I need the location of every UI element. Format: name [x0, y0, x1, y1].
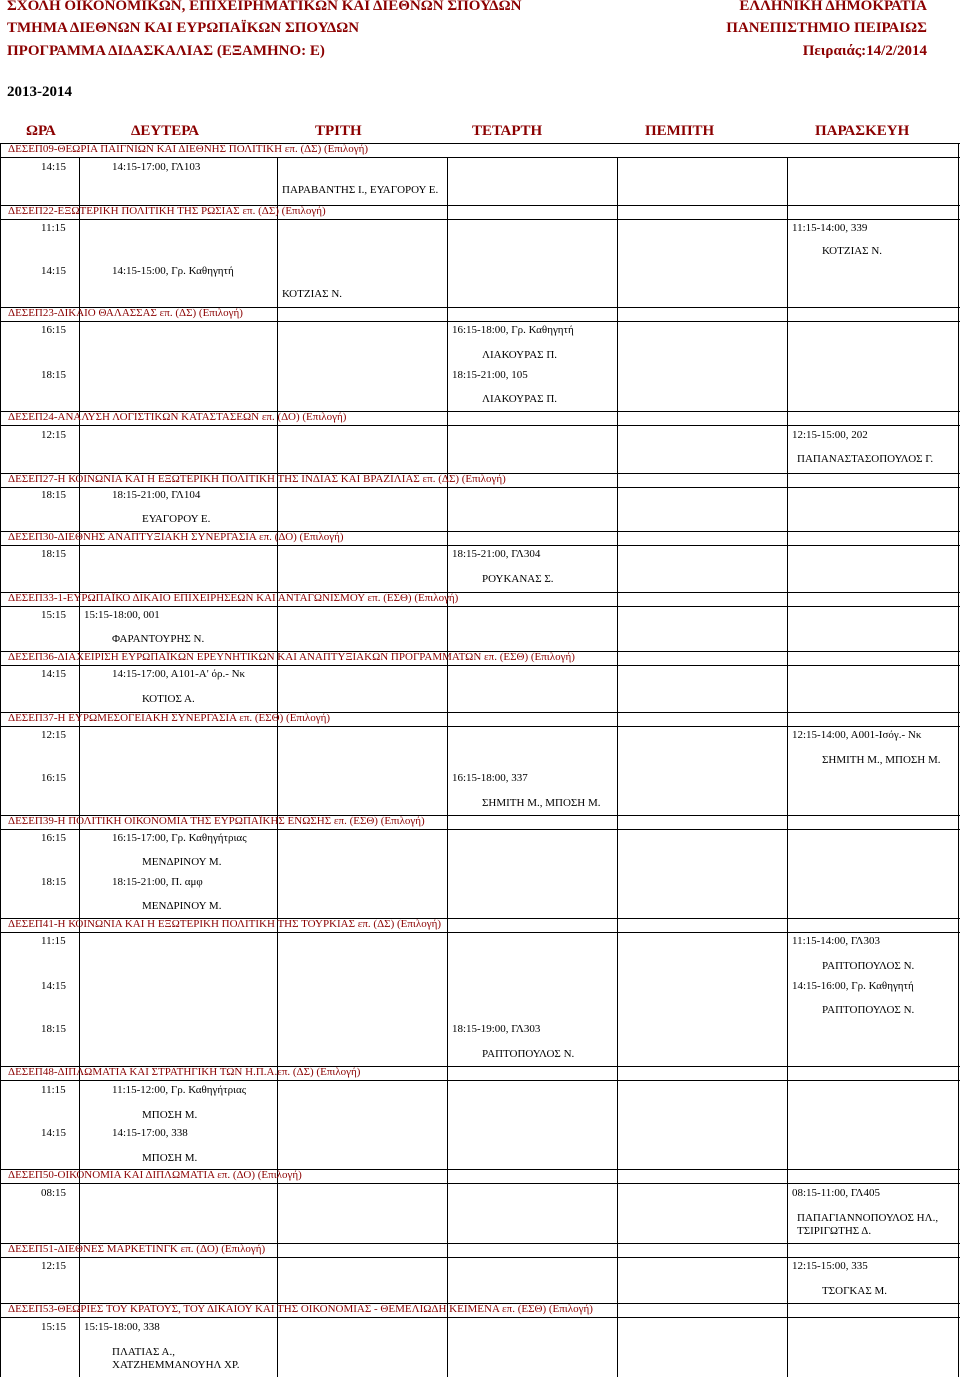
- course-title: ΔΕΣΕΠ33-1-ΕΥΡΩΠΑΪΚΟ ΔΙΚΑΙΟ ΕΠΙΧΕΙΡΗΣΕΩΝ ΚΑΙ ΑΝΤΑΓΩΝΙΣΜΟΥ επ. (ΕΣΘ) (Επιλογή): [8, 592, 459, 604]
- class-slot: 11:15-12:00, Γρ. Καθηγήτριας: [112, 1084, 247, 1096]
- instructor: ΕΥΑΓΟΡΟΥ Ε.: [142, 513, 211, 525]
- class-slot: 16:15-17:00, Γρ. Καθηγήτριας: [112, 832, 247, 844]
- instructor: ΚΟΤΖΙΑΣ Ν.: [822, 245, 883, 257]
- time-slot: 18:15: [41, 1023, 67, 1035]
- time-slot: 11:15: [41, 222, 66, 234]
- time-slot: 12:15: [41, 429, 67, 441]
- instructor: ΣΗΜΙΤΗ Μ., ΜΠΟΣΗ Μ.: [482, 797, 601, 809]
- time-slot: 11:15: [41, 1084, 66, 1096]
- divider: [0, 726, 960, 727]
- course-title: ΔΕΣΕΠ37-Η ΕΥΡΩΜΕΣΟΓΕΙΑΚΗ ΣΥΝΕΡΓΑΣΙΑ επ. (ΕΣΘ) (Επιλογή): [8, 712, 331, 724]
- instructor: ΡΟΥΚΑΝΑΣ Σ.: [482, 573, 554, 585]
- divider: [0, 321, 960, 322]
- time-slot: 15:15: [41, 609, 67, 621]
- instructor: ΜΠΟΣΗ Μ.: [142, 1152, 198, 1164]
- grid-line: [0, 143, 1, 1377]
- instructor: ΡΑΠΤΟΠΟΥΛΟΣ Ν.: [822, 1004, 915, 1016]
- course-title: ΔΕΣΕΠ51-ΔΙΕΘΝΕΣ ΜΑΡΚΕΤΙΝΓΚ επ. (ΔΟ) (Επιλογή): [8, 1243, 266, 1255]
- department-title: ΤΜΗΜΑ ΔΙΕΘΝΩΝ ΚΑΙ ΕΥΡΩΠΑΪΚΩΝ ΣΠΟΥΔΩΝ: [7, 20, 360, 36]
- class-slot: 18:15-19:00, ΓΛ303: [452, 1023, 541, 1035]
- instructor: ΚΟΤΙΟΣ Α.: [142, 693, 195, 705]
- instructor: ΤΣΟΓΚΑΣ Μ.: [822, 1285, 887, 1297]
- time-slot: 14:15: [41, 265, 67, 277]
- time-slot: 18:15: [41, 876, 67, 888]
- course-title: ΔΕΣΕΠ39-Η ΠΟΛΙΤΙΚΗ ΟΙΚΟΝΟΜΙΑ ΤΗΣ ΕΥΡΩΠΑΪΚΗΣ ΕΝΩΣΗΣ επ. (ΕΣΘ) (Επιλογή): [8, 815, 425, 827]
- col-hour: ΩΡΑ: [26, 123, 56, 139]
- date-label: Πειραιάς:14/2/2014: [802, 43, 927, 59]
- grid-line: [447, 157, 448, 1377]
- class-slot: 14:15-17:00, Α101-Α' όρ.- Νκ: [112, 668, 246, 680]
- class-slot: 14:15-17:00, ΓΛ103: [112, 161, 201, 173]
- col-thursday: ΠΕΜΠΤΗ: [645, 123, 715, 139]
- col-friday: ΠΑΡΑΣΚΕΥΗ: [815, 123, 910, 139]
- instructor: ΜΕΝΔΡΙΝΟΥ Μ.: [142, 900, 222, 912]
- divider: [0, 219, 960, 220]
- divider: [0, 1183, 960, 1184]
- time-slot: 11:15: [41, 935, 66, 947]
- class-slot: 18:15-21:00, Π. αμφ: [112, 876, 203, 888]
- col-tuesday: ΤΡΙΤΗ: [315, 123, 362, 139]
- time-slot: 14:15: [41, 980, 67, 992]
- instructor: ΧΑΤΖΗΕΜΜΑΝΟΥΗΛ ΧΡ.: [112, 1359, 240, 1371]
- instructor: ΠΑΡΑΒΑΝΤΗΣ Ι., ΕΥΑΓΟΡΟΥ Ε.: [282, 184, 439, 196]
- time-slot: 16:15: [41, 324, 67, 336]
- course-title: ΔΕΣΕΠ50-ΟΙΚΟΝΟΜΙΑ ΚΑΙ ΔΙΠΛΩΜΑΤΙΑ επ. (ΔΟ) (Επιλογή): [8, 1169, 302, 1181]
- instructor: ΚΟΤΖΙΑΣ Ν.: [282, 288, 343, 300]
- time-slot: 18:15: [41, 548, 67, 560]
- school-title: ΣΧΟΛΗ ΟΙΚΟΝΟΜΙΚΩΝ, ΕΠΙΧΕΙΡΗΜΑΤΙΚΩΝ ΚΑΙ ΔΙΕΘΝΩΝ ΣΠΟΥΔΩΝ: [7, 0, 522, 14]
- time-slot: 16:15: [41, 772, 67, 784]
- instructor: ΡΑΠΤΟΠΟΥΛΟΣ Ν.: [822, 960, 915, 972]
- course-title: ΔΕΣΕΠ30-ΔΙΕΘΝΗΣ ΑΝΑΠΤΥΞΙΑΚΗ ΣΥΝΕΡΓΑΣΙΑ επ. (ΔΟ) (Επιλογή): [8, 531, 344, 543]
- class-slot: 11:15-14:00, ΓΛ303: [792, 935, 880, 947]
- time-slot: 12:15: [41, 1260, 67, 1272]
- divider: [0, 1317, 960, 1318]
- class-slot: 16:15-18:00, 337: [452, 772, 528, 784]
- time-slot: 14:15: [41, 1127, 67, 1139]
- time-slot: 18:15: [41, 369, 67, 381]
- divider: [0, 932, 960, 933]
- class-slot: 14:15-17:00, 338: [112, 1127, 188, 1139]
- instructor: ΣΗΜΙΤΗ Μ., ΜΠΟΣΗ Μ.: [822, 754, 941, 766]
- instructor: ΛΙΑΚΟΥΡΑΣ Π.: [482, 349, 558, 361]
- class-slot: 16:15-18:00, Γρ. Καθηγητή: [452, 324, 574, 336]
- instructor: ΦΑΡΑΝΤΟΥΡΗΣ Ν.: [112, 633, 205, 645]
- divider: [0, 1080, 960, 1081]
- col-wednesday: ΤΕΤΑΡΤΗ: [472, 123, 543, 139]
- divider: [0, 157, 960, 158]
- divider: [0, 1257, 960, 1258]
- course-title: ΔΕΣΕΠ24-ΑΝΑΛΥΣΗ ΛΟΓΙΣΤΙΚΩΝ ΚΑΤΑΣΤΑΣΕΩΝ επ. (ΔΟ) (Επιλογή): [8, 411, 347, 423]
- course-title: ΔΕΣΕΠ41-Η ΚΟΙΝΩΝΙΑ ΚΑΙ Η ΕΞΩΤΕΡΙΚΗ ΠΟΛΙΤΙΚΗ ΤΗΣ ΤΟΥΡΚΙΑΣ επ. (ΔΣ) (Επιλογή): [8, 918, 441, 930]
- class-slot: 18:15-21:00, ΓΛ104: [112, 489, 201, 501]
- course-title: ΔΕΣΕΠ36-ΔΙΑΧΕΙΡΙΣΗ ΕΥΡΩΠΑΪΚΩΝ ΕΡΕΥΝΗΤΙΚΩΝ ΚΑΙ ΑΝΑΠΤΥΞΙΑΚΩΝ ΠΡΟΓΡΑΜΜΑΤΩΝ επ. (ΕΣΘ) (Επιλογή): [8, 651, 575, 663]
- instructor: ΤΣΙΡΙΓΩΤΗΣ Δ.: [797, 1225, 872, 1237]
- class-slot: 08:15-11:00, ΓΛ405: [792, 1187, 880, 1199]
- instructor: ΛΙΑΚΟΥΡΑΣ Π.: [482, 393, 558, 405]
- class-slot: 14:15-15:00, Γρ. Καθηγητή: [112, 265, 234, 277]
- course-title: ΔΕΣΕΠ09-ΘΕΩΡΙΑ ΠΑΙΓΝΙΩΝ ΚΑΙ ΔΙΕΘΝΗΣ ΠΟΛΙΤΙΚΗ επ. (ΔΣ) (Επιλογή): [8, 143, 368, 155]
- time-slot: 16:15: [41, 832, 67, 844]
- divider: [0, 487, 960, 488]
- grid-line: [277, 157, 278, 1377]
- class-slot: 12:15-15:00, 202: [792, 429, 868, 441]
- time-slot: 08:15: [41, 1187, 67, 1199]
- instructor: ΠΛΑΤΙΑΣ Α.,: [112, 1346, 175, 1358]
- col-monday: ΔΕΥΤΕΡΑ: [131, 123, 200, 139]
- divider: [0, 425, 960, 426]
- grid-line: [79, 157, 80, 1377]
- academic-year: 2013-2014: [7, 84, 72, 100]
- university-label: ΠΑΝΕΠΙΣΤΗΜΙΟ ΠΕΙΡΑΙΩΣ: [726, 20, 927, 36]
- class-slot: 15:15-18:00, 001: [84, 609, 160, 621]
- course-title: ΔΕΣΕΠ48-ΔΙΠΛΩΜΑΤΙΑ ΚΑΙ ΣΤΡΑΤΗΓΙΚΗ ΤΩΝ Η.Π.Α.επ. (ΔΣ) (Επιλογή): [8, 1066, 361, 1078]
- time-slot: 18:15: [41, 489, 67, 501]
- time-slot: 15:15: [41, 1321, 67, 1333]
- class-slot: 15:15-18:00, 338: [84, 1321, 160, 1333]
- instructor: ΠΑΠΑΝΑΣΤΑΣΟΠΟΥΛΟΣ Γ.: [797, 453, 934, 465]
- grid-line: [787, 157, 788, 1377]
- time-slot: 14:15: [41, 668, 67, 680]
- course-title: ΔΕΣΕΠ53-ΘΕΩΡΙΕΣ ΤΟΥ ΚΡΑΤΟΥΣ, ΤΟΥ ΔΙΚΑΙΟΥ ΚΑΙ ΤΗΣ ΟΙΚΟΝΟΜΙΑΣ - ΘΕΜΕΛΙΩΔΗ ΚΕΙΜΕΝΑ επ. (ΕΣΘ) (Επιλογή): [8, 1303, 593, 1315]
- divider: [0, 545, 960, 546]
- class-slot: 11:15-14:00, 339: [792, 222, 868, 234]
- instructor: ΡΑΠΤΟΠΟΥΛΟΣ Ν.: [482, 1048, 575, 1060]
- time-slot: 14:15: [41, 161, 67, 173]
- divider: [0, 665, 960, 666]
- course-title: ΔΕΣΕΠ22-ΕΞΩΤΕΡΙΚΗ ΠΟΛΙΤΙΚΗ ΤΗΣ ΡΩΣΙΑΣ επ. (ΔΣ) (Επιλογή): [8, 205, 326, 217]
- class-slot: 14:15-16:00, Γρ. Καθηγητή: [792, 980, 914, 992]
- instructor: ΜΕΝΔΡΙΝΟΥ Μ.: [142, 856, 222, 868]
- class-slot: 12:15-14:00, Α001-Ισόγ.- Νκ: [792, 729, 922, 741]
- instructor: ΠΑΠΑΓΙΑΝΝΟΠΟΥΛΟΣ ΗΛ.,: [797, 1212, 939, 1224]
- class-slot: 18:15-21:00, ΓΛ304: [452, 548, 541, 560]
- program-title: ΠΡΟΓΡΑΜΜΑ ΔΙΔΑΣΚΑΛΙΑΣ (ΕΞΑΜΗΝΟ: Ε): [7, 43, 325, 59]
- divider: [0, 829, 960, 830]
- divider: [0, 606, 960, 607]
- republic-label: ΕΛΛΗΝΙΚΗ ΔΗΜΟΚΡΑΤΙΑ: [739, 0, 927, 14]
- instructor: ΜΠΟΣΗ Μ.: [142, 1109, 198, 1121]
- course-title: ΔΕΣΕΠ27-Η ΚΟΙΝΩΝΙΑ ΚΑΙ Η ΕΞΩΤΕΡΙΚΗ ΠΟΛΙΤΙΚΗ ΤΗΣ ΙΝΔΙΑΣ ΚΑΙ ΒΡΑΖΙΛΙΑΣ επ. (ΔΣ) (Επιλογή): [8, 473, 506, 485]
- class-slot: 18:15-21:00, 105: [452, 369, 528, 381]
- time-slot: 12:15: [41, 729, 67, 741]
- course-title: ΔΕΣΕΠ23-ΔΙΚΑΙΟ ΘΑΛΑΣΣΑΣ επ. (ΔΣ) (Επιλογή): [8, 307, 243, 319]
- class-slot: 12:15-15:00, 335: [792, 1260, 868, 1272]
- grid-line: [958, 143, 959, 1377]
- grid-line: [617, 157, 618, 1377]
